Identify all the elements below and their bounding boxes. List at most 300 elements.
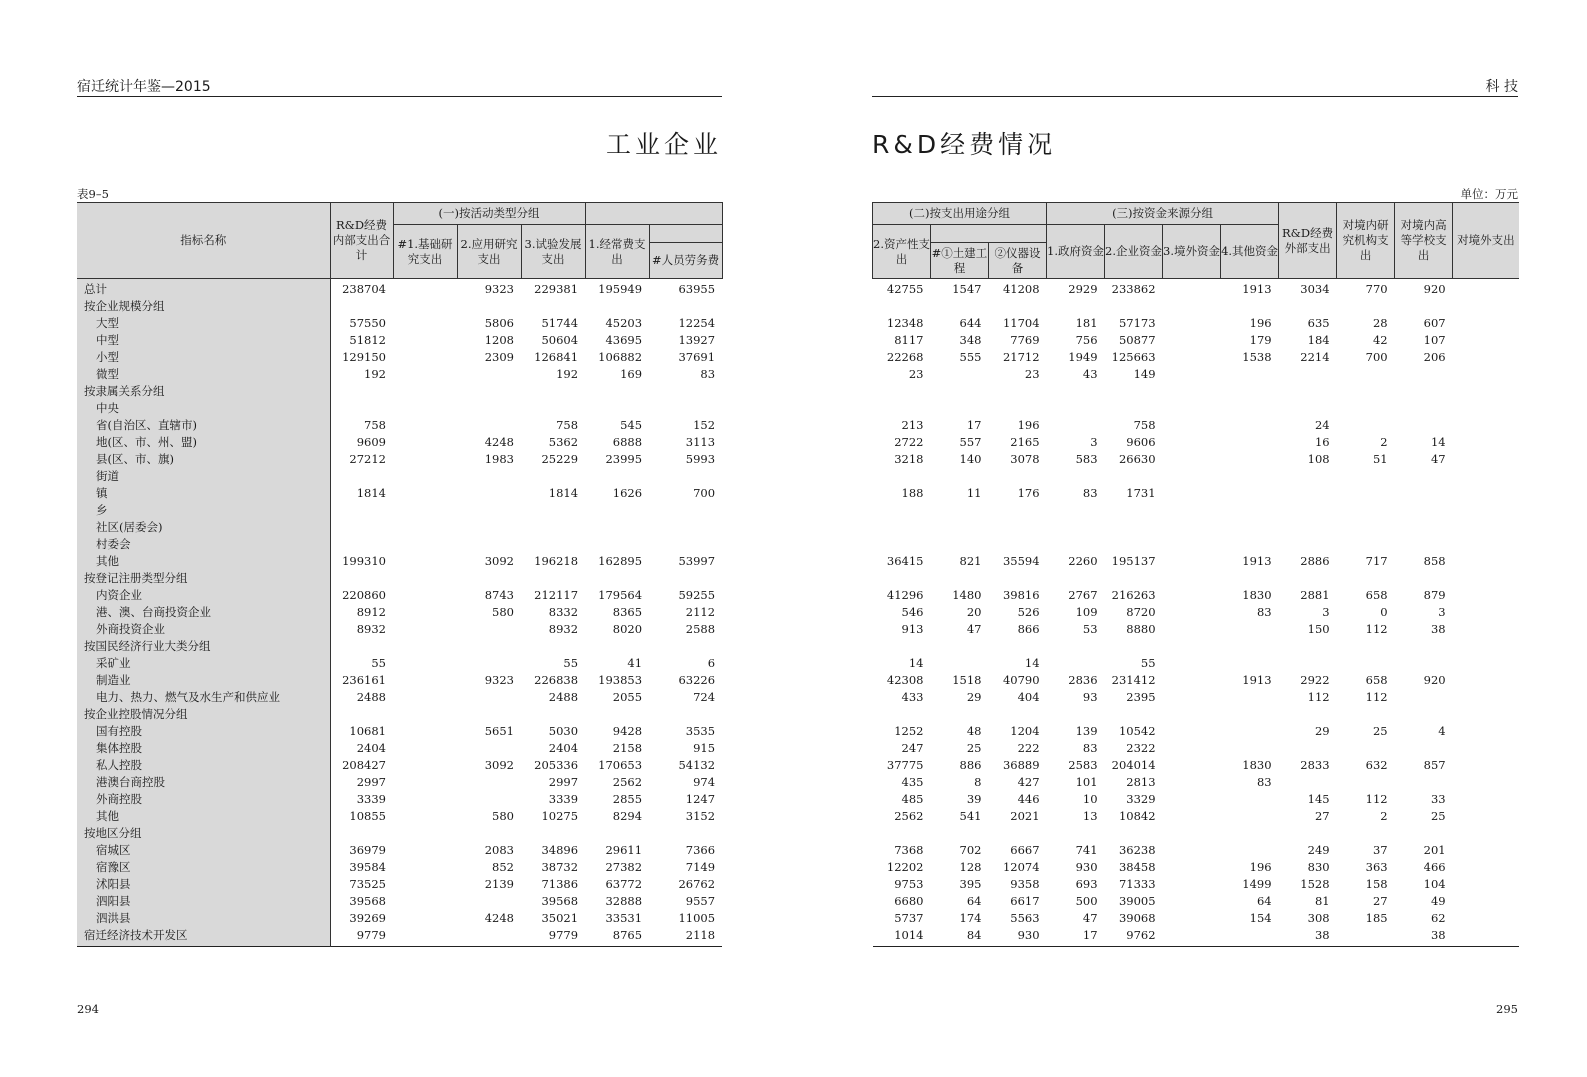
row-label: 总计 <box>77 279 330 299</box>
table-cell <box>1395 774 1453 791</box>
table-cell: 308 <box>1307 911 1330 925</box>
table-cell <box>1337 383 1395 400</box>
header-domestic-institute: 对境内研究机构支出 <box>1337 203 1395 279</box>
table-cell: 48 <box>966 724 982 738</box>
table-cell: 33531 <box>605 911 643 925</box>
table-cell <box>1163 825 1221 842</box>
row-label: 制造业 <box>77 672 330 689</box>
table-cell <box>393 655 457 672</box>
table-cell: 109 <box>1075 605 1098 619</box>
table-cell <box>931 638 989 655</box>
table-cell <box>393 859 457 876</box>
table-cell <box>1453 519 1519 536</box>
table-cell: 104 <box>1423 877 1446 891</box>
table-cell <box>1105 298 1163 315</box>
table-cell: 2309 <box>484 350 514 364</box>
table-cell <box>1163 519 1221 536</box>
table-cell <box>1221 621 1279 638</box>
table-row <box>873 757 1519 774</box>
table-cell: 2886 <box>1300 554 1330 568</box>
table-cell <box>330 825 393 842</box>
table-cell <box>1395 570 1453 587</box>
table-cell: 658 <box>1365 588 1388 602</box>
table-cell <box>649 536 722 553</box>
row-label: 按登记注册类型分组 <box>77 570 330 587</box>
table-cell <box>521 519 585 536</box>
table-row <box>873 519 1519 536</box>
table-cell: 8117 <box>894 333 924 347</box>
row-label: 按地区分组 <box>77 825 330 842</box>
table-cell <box>1221 570 1279 587</box>
table-cell <box>873 638 931 655</box>
table-row <box>77 672 722 689</box>
table-cell <box>1453 349 1519 366</box>
table-cell: 38 <box>1430 622 1446 636</box>
table-cell: 866 <box>1017 622 1040 636</box>
row-label: 按企业规模分组 <box>77 298 330 315</box>
table-cell <box>1453 570 1519 587</box>
table-cell <box>1395 689 1453 706</box>
table-cell <box>1163 689 1221 706</box>
table-cell: 5806 <box>484 316 514 330</box>
table-cell: 51812 <box>349 333 386 347</box>
table-cell: 8020 <box>612 622 643 636</box>
table-cell <box>1279 570 1337 587</box>
table-cell: 758 <box>364 418 386 432</box>
table-row <box>77 910 722 927</box>
header-instrument-equipment: ②仪器设备 <box>989 243 1047 279</box>
table-cell <box>1163 400 1221 417</box>
table-cell <box>457 791 521 808</box>
table-cell <box>457 400 521 417</box>
table-cell <box>1163 553 1221 570</box>
table-cell: 435 <box>901 775 924 789</box>
table-cell <box>1163 315 1221 332</box>
table-cell: 920 <box>1423 282 1446 296</box>
table-cell <box>393 298 457 315</box>
table-row <box>873 366 1519 383</box>
table-cell: 1814 <box>356 486 386 500</box>
table-cell <box>330 519 393 536</box>
table-cell <box>1105 519 1163 536</box>
table-cell <box>1105 383 1163 400</box>
table-cell <box>1337 740 1395 757</box>
table-cell: 41 <box>627 656 643 670</box>
table-row <box>873 842 1519 859</box>
table-cell: 196 <box>1017 418 1040 432</box>
table-cell <box>873 825 931 842</box>
table-cell: 41296 <box>886 588 924 602</box>
table-cell: 27 <box>1372 894 1388 908</box>
table-cell: 81 <box>1314 894 1330 908</box>
table-row <box>873 723 1519 740</box>
table-cell <box>585 400 649 417</box>
table-cell <box>989 468 1047 485</box>
table-cell <box>1221 825 1279 842</box>
table-cell: 83 <box>1082 741 1098 755</box>
table-cell: 192 <box>364 367 386 381</box>
table-cell: 2583 <box>1068 758 1098 772</box>
table-cell <box>1221 485 1279 502</box>
table-cell: 55 <box>1140 656 1156 670</box>
table-cell: 39 <box>966 792 982 806</box>
table-cell: 8720 <box>1126 605 1156 619</box>
table-cell <box>1395 383 1453 400</box>
table-cell <box>393 485 457 502</box>
table-cell <box>393 638 457 655</box>
table-cell: 29 <box>1314 724 1330 738</box>
table-row <box>77 502 722 519</box>
table-cell: 1949 <box>1068 350 1098 364</box>
table-cell <box>1105 706 1163 723</box>
table-cell <box>1279 638 1337 655</box>
row-label: 泗阳县 <box>77 893 330 910</box>
table-cell: 693 <box>1075 877 1098 891</box>
table-cell <box>1279 383 1337 400</box>
table-cell: 10855 <box>349 809 386 823</box>
table-cell: 2855 <box>612 792 643 806</box>
table-cell <box>989 536 1047 553</box>
table-cell: 11005 <box>678 911 716 925</box>
table-cell: 43 <box>1082 367 1098 381</box>
table-cell <box>873 519 931 536</box>
table-cell <box>1105 502 1163 519</box>
table-cell: 12348 <box>886 316 924 330</box>
header-enterprise-fund: 2.企业资金 <box>1105 225 1163 279</box>
table-cell: 8365 <box>612 605 643 619</box>
table-cell <box>1163 655 1221 672</box>
table-cell: 485 <box>901 792 924 806</box>
table-cell: 27382 <box>605 860 643 874</box>
table-cell <box>1453 332 1519 349</box>
table-cell <box>931 570 989 587</box>
table-cell: 2055 <box>612 690 643 704</box>
table-cell: 196218 <box>534 554 579 568</box>
table-cell <box>1163 349 1221 366</box>
table-cell <box>1163 723 1221 740</box>
table-cell: 47 <box>1430 452 1446 466</box>
table-cell: 179564 <box>598 588 643 602</box>
data-table-left <box>77 202 723 947</box>
table-cell <box>1453 774 1519 791</box>
table-cell: 181 <box>1075 316 1098 330</box>
table-cell: 47 <box>966 622 982 636</box>
table-cell <box>1453 468 1519 485</box>
table-row <box>873 279 1519 299</box>
table-cell: 2158 <box>612 741 643 755</box>
table-cell <box>1105 570 1163 587</box>
table-cell: 700 <box>693 486 716 500</box>
table-cell <box>330 502 393 519</box>
table-cell: 632 <box>1365 758 1388 772</box>
table-cell: 13 <box>1082 809 1098 823</box>
table-cell: 427 <box>1017 775 1040 789</box>
table-body-right <box>873 279 1519 947</box>
table-cell <box>649 298 722 315</box>
table-cell <box>1047 825 1105 842</box>
row-label: 泗洪县 <box>77 910 330 927</box>
table-cell <box>1221 434 1279 451</box>
table-cell <box>1453 910 1519 927</box>
table-cell: 54132 <box>678 758 716 772</box>
table-cell <box>1163 485 1221 502</box>
table-cell: 11 <box>966 486 982 500</box>
yearbook-title: 宿迁统计年鉴—2015 <box>77 79 211 95</box>
table-cell <box>989 638 1047 655</box>
table-cell: 3092 <box>484 554 514 568</box>
table-cell <box>330 400 393 417</box>
table-cell: 204014 <box>1111 758 1156 772</box>
table-cell <box>1163 621 1221 638</box>
table-cell: 50877 <box>1118 333 1156 347</box>
table-cell: 3078 <box>1010 452 1040 466</box>
table-cell: 2118 <box>685 928 716 942</box>
table-cell <box>585 570 649 587</box>
table-row <box>77 825 722 842</box>
table-cell: 1814 <box>548 486 579 500</box>
table-cell <box>1221 383 1279 400</box>
table-cell: 2588 <box>685 622 716 636</box>
table-row <box>77 842 722 859</box>
table-cell: 5362 <box>548 435 579 449</box>
table-cell <box>873 298 931 315</box>
table-cell <box>873 706 931 723</box>
table-row <box>873 349 1519 366</box>
table-cell: 6888 <box>612 435 643 449</box>
table-cell <box>521 638 585 655</box>
table-cell <box>330 383 393 400</box>
table-cell <box>457 706 521 723</box>
table-cell: 3339 <box>356 792 386 806</box>
table-cell: 6680 <box>894 894 924 908</box>
table-cell <box>457 383 521 400</box>
table-cell <box>1453 655 1519 672</box>
table-row <box>77 366 722 383</box>
table-cell <box>330 468 393 485</box>
table-cell <box>1163 383 1221 400</box>
table-row <box>77 349 722 366</box>
table-cell: 6667 <box>1010 843 1040 857</box>
table-row <box>77 434 722 451</box>
table-cell: 233862 <box>1111 282 1156 296</box>
table-row <box>873 893 1519 910</box>
table-cell <box>393 927 457 947</box>
table-cell: 145 <box>1307 792 1330 806</box>
table-cell: 236161 <box>342 673 386 687</box>
table-cell <box>1453 723 1519 740</box>
table-cell: 8743 <box>484 588 514 602</box>
table-cell <box>393 332 457 349</box>
table-cell: 24 <box>1314 418 1330 432</box>
table-cell <box>1221 655 1279 672</box>
table-row <box>77 876 722 893</box>
table-cell <box>931 468 989 485</box>
table-cell <box>1163 570 1221 587</box>
table-cell: 201 <box>1423 843 1446 857</box>
table-cell <box>1163 842 1221 859</box>
table-cell: 139 <box>1075 724 1098 738</box>
table-cell <box>1279 519 1337 536</box>
table-cell: 2929 <box>1068 282 1098 296</box>
table-cell: 758 <box>556 418 579 432</box>
table-cell <box>873 383 931 400</box>
table-cell <box>521 383 585 400</box>
table-cell <box>393 315 457 332</box>
table-cell <box>873 400 931 417</box>
table-cell: 2722 <box>894 435 924 449</box>
table-cell: 185 <box>1365 911 1388 925</box>
table-cell <box>1453 536 1519 553</box>
table-cell <box>1453 927 1519 947</box>
table-row <box>873 434 1519 451</box>
table-cell <box>1047 570 1105 587</box>
table-cell <box>1453 808 1519 825</box>
table-cell: 50604 <box>541 333 579 347</box>
table-cell <box>393 791 457 808</box>
table-cell: 858 <box>1423 554 1446 568</box>
table-cell: 47 <box>1082 911 1098 925</box>
table-cell <box>1163 672 1221 689</box>
table-row <box>77 621 722 638</box>
table-cell <box>457 655 521 672</box>
table-cell <box>457 893 521 910</box>
table-cell <box>521 536 585 553</box>
table-row <box>77 553 722 570</box>
table-cell <box>1105 536 1163 553</box>
table-row <box>77 417 722 434</box>
table-cell: 64 <box>966 894 982 908</box>
table-cell <box>1337 417 1395 434</box>
table-cell <box>457 502 521 519</box>
table-cell <box>457 570 521 587</box>
table-cell: 1538 <box>1242 350 1272 364</box>
table-cell <box>1105 468 1163 485</box>
table-cell: 231412 <box>1111 673 1156 687</box>
table-cell <box>1163 468 1221 485</box>
table-cell <box>1047 298 1105 315</box>
table-cell <box>1279 774 1337 791</box>
table-cell: 45203 <box>605 316 643 330</box>
table-cell: 14 <box>1430 435 1446 449</box>
table-cell <box>1221 298 1279 315</box>
table-cell: 5651 <box>484 724 514 738</box>
table-cell: 2813 <box>1126 775 1156 789</box>
table-cell: 51744 <box>541 316 579 330</box>
table-cell <box>457 298 521 315</box>
table-cell <box>393 366 457 383</box>
table-cell: 64 <box>1256 894 1272 908</box>
table-cell <box>1047 400 1105 417</box>
table-cell <box>585 298 649 315</box>
header-applied-research: 2.应用研究支出 <box>457 225 521 279</box>
table-cell: 635 <box>1307 316 1330 330</box>
table-cell: 9606 <box>1126 435 1156 449</box>
header-use-group: (二)按支出用途分组 <box>873 203 1047 225</box>
table-cell <box>1337 502 1395 519</box>
table-row <box>873 604 1519 621</box>
table-cell <box>1395 519 1453 536</box>
table-cell: 170653 <box>598 758 643 772</box>
table-cell: 2997 <box>548 775 579 789</box>
table-row <box>873 927 1519 947</box>
table-cell <box>393 876 457 893</box>
table-row <box>873 621 1519 638</box>
table-cell <box>521 825 585 842</box>
table-cell <box>330 570 393 587</box>
table-cell: 26762 <box>678 877 716 891</box>
table-cell: 23 <box>1024 367 1040 381</box>
table-cell: 169 <box>620 367 643 381</box>
table-cell: 140 <box>959 452 982 466</box>
table-cell <box>1221 689 1279 706</box>
table-cell <box>1337 774 1395 791</box>
table-row <box>77 757 722 774</box>
table-cell <box>1395 485 1453 502</box>
table-cell <box>585 519 649 536</box>
table-cell <box>1337 536 1395 553</box>
table-number: 表9–5 <box>77 187 109 201</box>
table-cell: 63226 <box>678 673 716 687</box>
table-cell: 195137 <box>1111 554 1156 568</box>
table-cell: 724 <box>693 690 716 704</box>
table-cell: 1913 <box>1242 673 1272 687</box>
table-cell: 915 <box>693 741 716 755</box>
table-cell <box>393 723 457 740</box>
page-number-left: 294 <box>77 1002 99 1016</box>
table-cell <box>931 383 989 400</box>
row-label: 中央 <box>77 400 330 417</box>
row-label: 宿迁经济技术开发区 <box>77 927 330 947</box>
table-cell <box>1221 706 1279 723</box>
table-cell: 71333 <box>1118 877 1156 891</box>
table-cell <box>1453 876 1519 893</box>
table-cell <box>1453 400 1519 417</box>
table-row <box>77 638 722 655</box>
table-cell <box>1105 825 1163 842</box>
table-cell: 466 <box>1423 860 1446 874</box>
table-cell: 7368 <box>894 843 924 857</box>
table-cell: 188 <box>901 486 924 500</box>
table-cell: 39816 <box>1002 588 1040 602</box>
table-cell: 112 <box>1365 792 1388 806</box>
table-cell <box>989 400 1047 417</box>
table-cell: 741 <box>1075 843 1098 857</box>
table-row <box>873 689 1519 706</box>
table-cell: 39568 <box>349 894 386 908</box>
header-domestic-university: 对境内高等学校支出 <box>1395 203 1453 279</box>
table-cell <box>1047 417 1105 434</box>
header-labor-cost: #人员劳务费 <box>649 243 722 279</box>
table-cell <box>457 621 521 638</box>
table-cell <box>1221 536 1279 553</box>
table-cell: 1830 <box>1242 758 1272 772</box>
row-label: 国有控股 <box>77 723 330 740</box>
header-continuation <box>585 203 722 225</box>
table-cell: 27212 <box>349 452 386 466</box>
table-cell: 57550 <box>349 316 386 330</box>
table-cell: 212117 <box>534 588 579 602</box>
table-cell: 249 <box>1307 843 1330 857</box>
table-cell <box>585 536 649 553</box>
table-cell <box>931 536 989 553</box>
table-row <box>77 570 722 587</box>
table-cell: 920 <box>1423 673 1446 687</box>
row-label: 集体控股 <box>77 740 330 757</box>
table-cell <box>330 298 393 315</box>
table-cell: 9779 <box>548 928 579 942</box>
table-cell: 55 <box>563 656 579 670</box>
table-cell: 41208 <box>1002 282 1040 296</box>
